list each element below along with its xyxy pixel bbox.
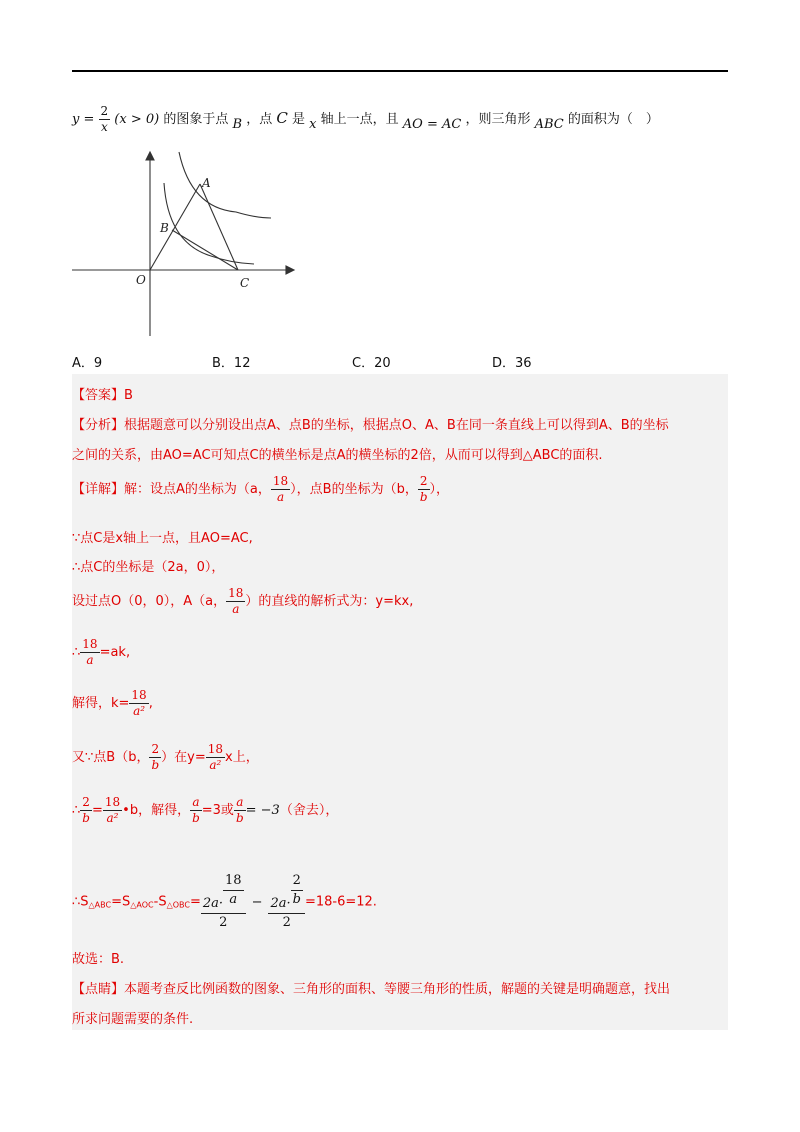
- detail-line-2: ∵点C是x轴上一点，且AO=AC,: [72, 531, 253, 546]
- area-term-aoc: 2a· $\frac{18}{a}$ 2: [201, 872, 246, 932]
- detail-line-3: ∴点C的坐标是（2a，0），: [72, 560, 225, 575]
- choice-line: 故选：B.: [72, 952, 125, 967]
- option-c[interactable]: C．20: [352, 356, 391, 371]
- area-term-obc: 2a· $\frac{2}{b}$ 2: [268, 872, 304, 932]
- label-c: C: [240, 276, 250, 290]
- segment-ac: [200, 184, 238, 270]
- comment-line-1: 【点睛】本题考查反比例函数的图象、三角形的面积、等腰三角形的性质，解题的关键是明确题意，找出: [72, 982, 671, 997]
- answer-line: 【答案】B: [72, 388, 133, 403]
- area-formula-line: $\therefore S_{\triangle ABC}=S_{\triangle AOC}-S_{\triangle OBC}=$ 2a· $\frac{18}{a}$ 2 − 2a· $\frac{2}{b}$ 2 =18-6=12.: [72, 873, 377, 930]
- curve-outer: [179, 152, 271, 218]
- option-b[interactable]: B．12: [212, 356, 251, 371]
- comment-line-2: 所求问题需要的条件.: [72, 1012, 194, 1027]
- segment-oa: [150, 184, 200, 270]
- detail-line-7: 又∵点B（b， $\frac{2}{b}$ ）在y= $\frac{18}{\text{a²}}$ x上，: [72, 742, 259, 772]
- option-d[interactable]: D．36: [492, 356, 532, 371]
- segment-bc: [172, 230, 238, 270]
- fn-y: y =: [72, 112, 95, 127]
- function-graph-figure: [66, 148, 296, 343]
- analysis-line-2: 之间的关系，由AO=AC可知点C的横坐标是点A的横坐标的2倍，从而可以得到△ABC的面积.: [72, 448, 603, 463]
- detail-line-6: 解得，k= $\frac{18}{\text{a²}}$ ,: [72, 688, 153, 718]
- y-axis-arrow: [146, 152, 154, 160]
- label-o: O: [136, 273, 146, 287]
- x-axis-arrow: [286, 266, 294, 274]
- fn-fraction: $\frac{2}{x}$: [100, 104, 109, 134]
- analysis-line-1: 【分析】根据题意可以分别设出点A、点B的坐标，根据点O、A、B在同一条直线上可以得到A、B的坐标: [72, 418, 669, 433]
- question-text: y = $\frac{2}{x}$ (x > 0) 的图象于点 B ，点 C 是 x 轴上一点，且 AO = AC ，则三角形 ABC 的面积为（ ）: [72, 104, 659, 134]
- fn-condition: (x > 0): [114, 112, 160, 127]
- label-a: A: [202, 176, 211, 190]
- option-a[interactable]: A．9: [72, 356, 103, 371]
- detail-line-4: 设过点O（0，0），A（a， $\frac{18}{a}$ ）的直线的解析式为：y=kx,: [72, 586, 414, 616]
- condition-ao-ac: AO = AC: [402, 117, 462, 132]
- detail-line-5: ∴ $\frac{18}{a}$ =ak,: [72, 637, 131, 667]
- header-rule: [72, 70, 728, 72]
- label-b: B: [160, 221, 169, 235]
- detail-line-1: 【详解】解：设点A的坐标为（a， $\frac{18}{a}$ ），点B的坐标为（b， $\frac{2}{b}$ ），: [72, 474, 450, 504]
- detail-line-8: ∴ $\frac{2}{b}$ = $\frac{18}{\text{a²}}$ •b，解得， $\frac{a}{b}$ =3或 $\frac{a}{b}$ = −3（舍去），: [72, 795, 339, 825]
